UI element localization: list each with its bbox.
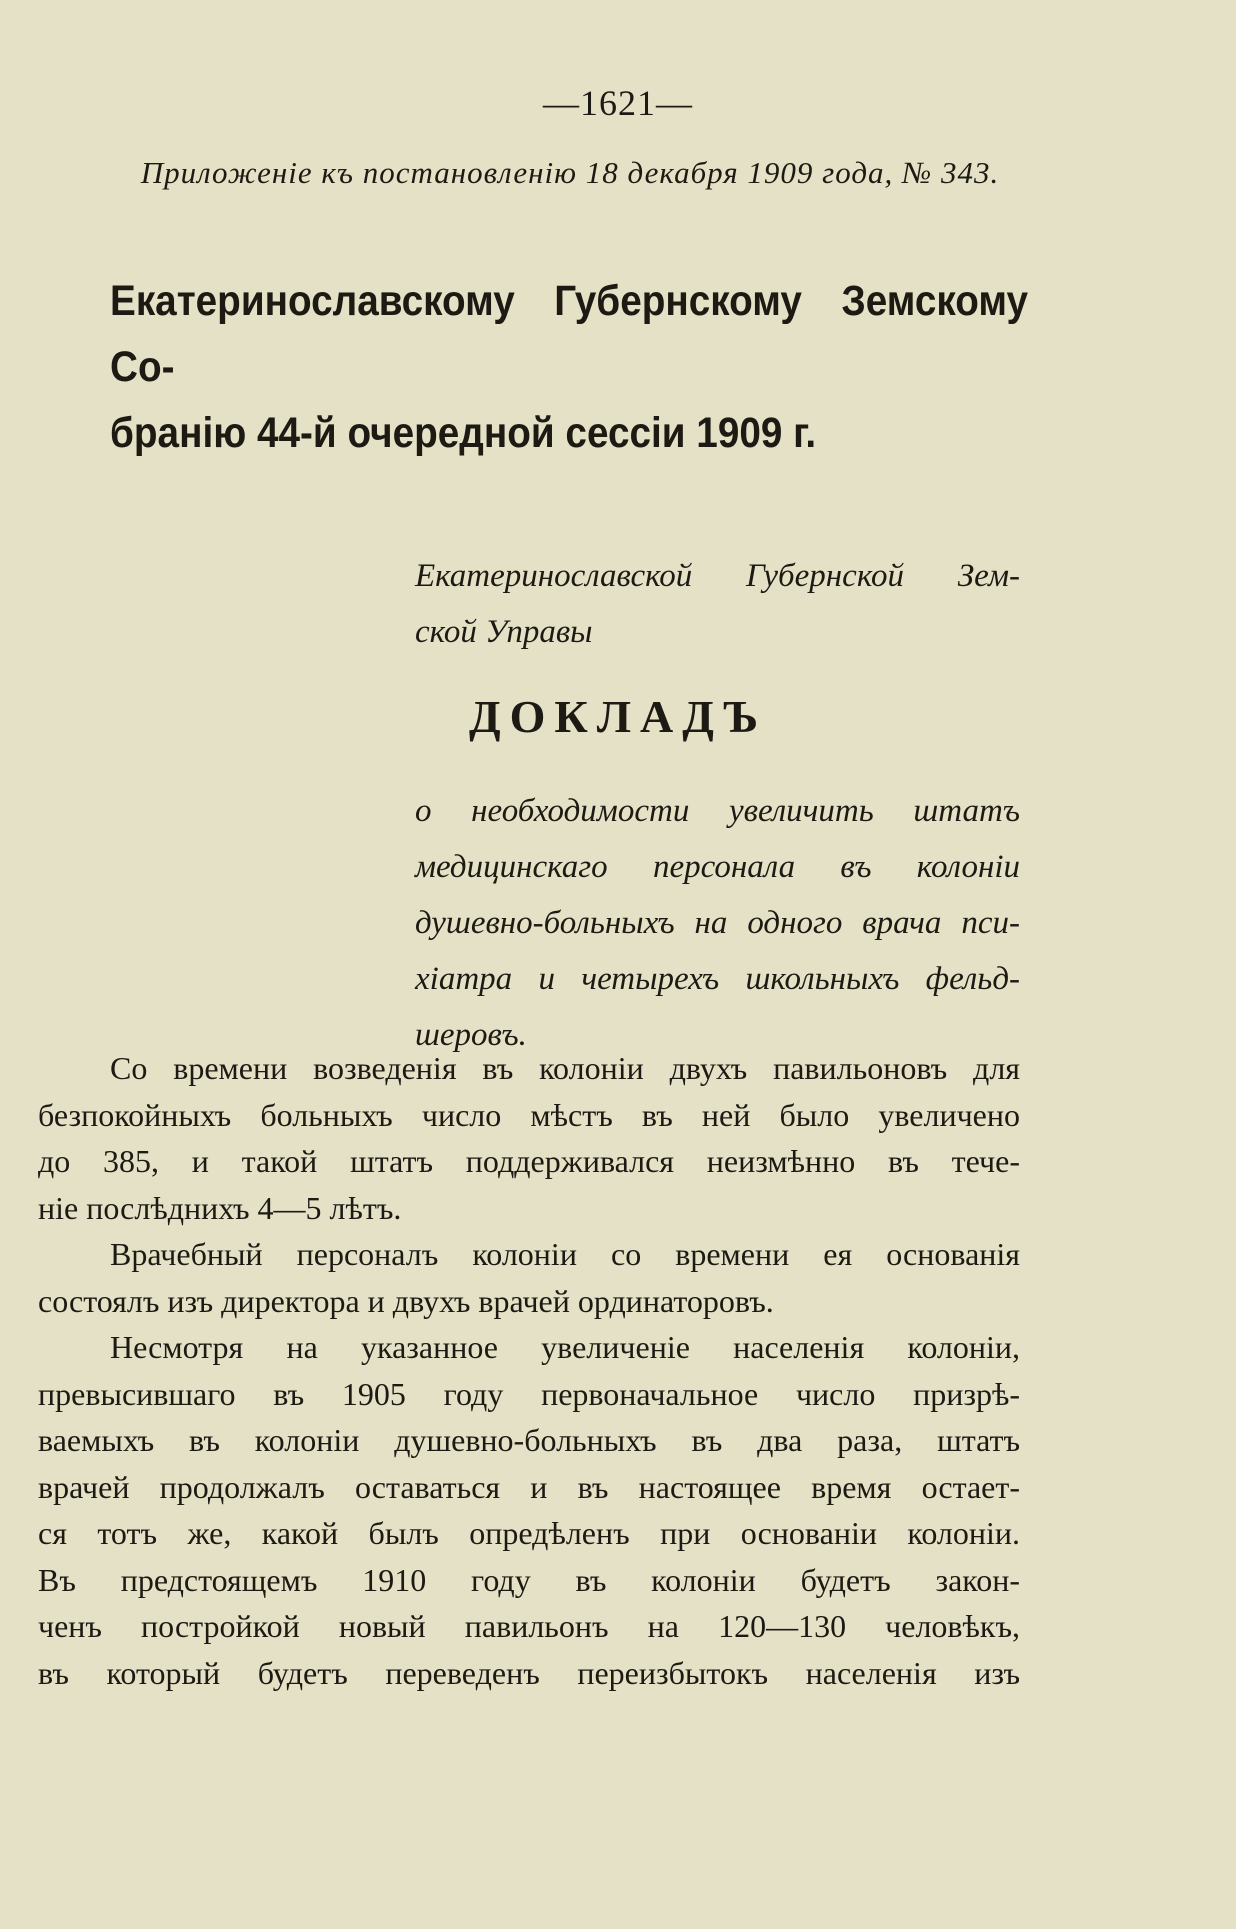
subject-line: о необходимости увеличить штатъ: [415, 793, 1020, 829]
subject-line: медицинскаго персонала въ колонiи: [415, 849, 1020, 885]
page-number: —1621—: [543, 83, 693, 123]
body-line: безпокойныхъ больныхъ число мѣстъ въ ней было увеличено: [38, 1096, 1020, 1133]
body-line: врачей продолжалъ оставаться и въ настоящее время остает-: [38, 1468, 1020, 1505]
body-text: [38, 1045, 1020, 1696]
body-line: ваемыхъ въ колонiи душевно-больныхъ въ два раза, штатъ: [38, 1422, 1020, 1458]
body-line: Въ предстоящемъ 1910 году въ колонiи будетъ закон-: [38, 1561, 1020, 1598]
body-line: превысившаго въ 1905 году первоначальное число призрѣ-: [38, 1375, 1020, 1412]
body-line: Врачебный персоналъ колонiи со времени ея основанiя: [110, 1236, 1020, 1272]
body-line: нiе послѣднихъ 4—5 лѣтъ.: [38, 1189, 402, 1226]
subject-line: хiатра и четырехъ школьныхъ фельд-: [415, 961, 1020, 997]
appendix-note: Приложенie къ постановленiю 18 декабря 1909 года, № 343.: [140, 155, 1000, 190]
body-line: ченъ постройкой новый павильонъ на 120—130 человѣкъ,: [38, 1608, 1020, 1644]
subject-line: шеровъ.: [415, 1017, 527, 1053]
authority-line: ской Управы: [415, 614, 593, 650]
heading-line: бранiю 44-й очередной сессiи 1909 г.: [110, 409, 817, 457]
authority-line: Екатеринославской Губернской Зем-: [415, 558, 1020, 594]
body-line: въ который будетъ переведенъ переизбытокъ населенiя изъ: [38, 1654, 1020, 1691]
heading-line: Екатеринославскому Губернскому Земскому Со-: [110, 277, 1028, 391]
authority: [415, 548, 1020, 660]
body-line: Со времени возведенiя въ колонiи двухъ павильоновъ для: [110, 1050, 1020, 1086]
body-line: Несмотря на указанное увеличенiе населенiя колонiи,: [110, 1329, 1020, 1365]
heading: [110, 268, 1028, 466]
body-line: ся тотъ же, какой былъ опредѣленъ при основанiи колонiи.: [38, 1515, 1020, 1551]
document-title: ДОКЛАДЪ: [468, 691, 768, 742]
body-line: до 385, и такой штатъ поддерживался неизмѣнно въ тече-: [38, 1143, 1020, 1179]
subject-line: душевно-больныхъ на одного врача пси-: [415, 905, 1020, 941]
body-line: состоялъ изъ директора и двухъ врачей ординаторовъ.: [38, 1282, 774, 1319]
report-subject: [415, 783, 1020, 1063]
